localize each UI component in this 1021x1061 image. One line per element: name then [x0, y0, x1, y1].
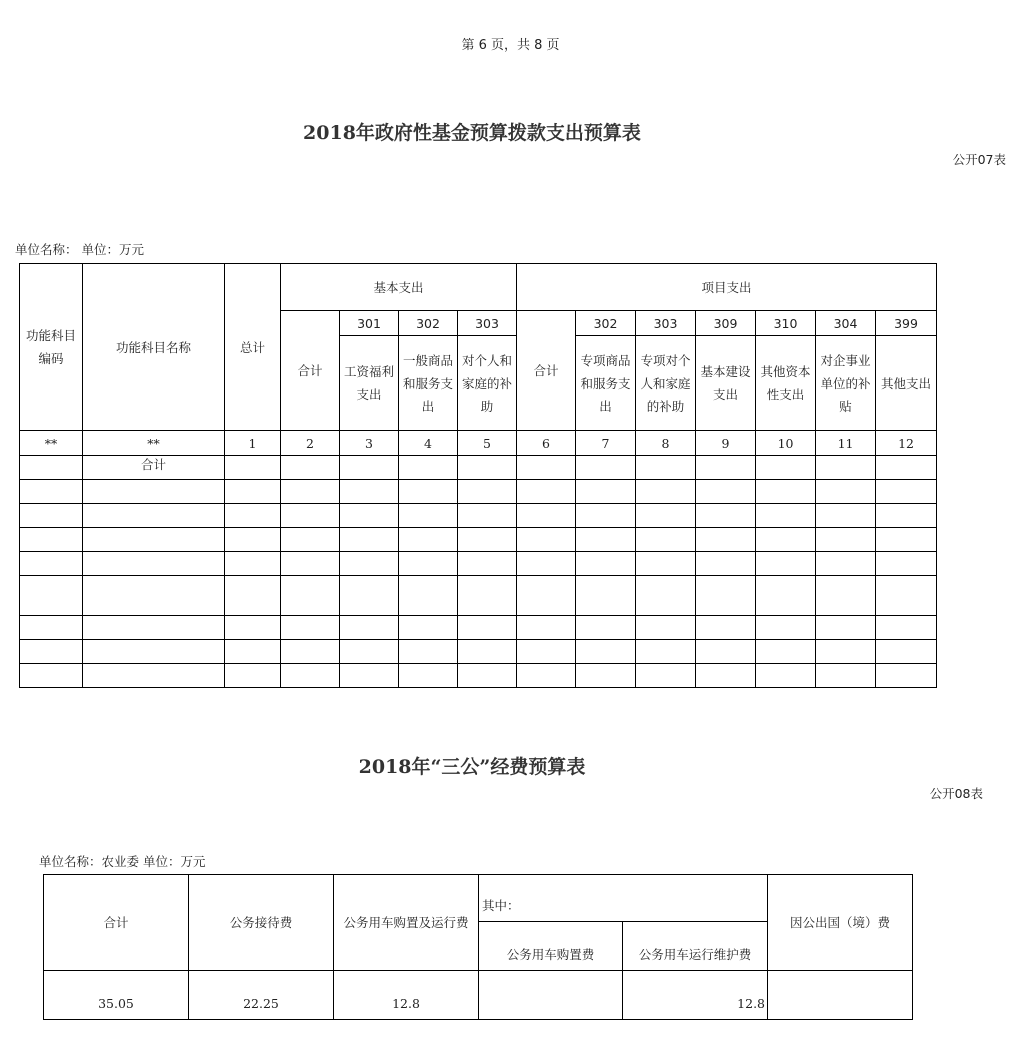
table-cell	[281, 528, 340, 552]
basic-code-303: 303	[458, 311, 517, 336]
table-cell	[281, 504, 340, 528]
table-cell	[517, 552, 576, 576]
table-cell	[83, 640, 225, 664]
empty-rows	[20, 480, 937, 688]
table-cell	[636, 616, 696, 640]
header-total: 合计	[44, 875, 189, 971]
table-cell	[756, 576, 816, 616]
project-code-304: 304	[816, 311, 876, 336]
table-cell	[458, 480, 517, 504]
table1-code: 公开07表	[952, 152, 1006, 167]
table-row	[20, 552, 937, 576]
header-function-name: 功能科目名称	[83, 264, 225, 431]
header-vehicle-maintenance: 公务用车运行维护费	[623, 922, 768, 971]
table-cell	[876, 664, 937, 688]
index-cell: 8	[636, 431, 696, 456]
table-cell	[876, 640, 937, 664]
table-cell	[876, 480, 937, 504]
table-cell	[399, 616, 458, 640]
header-of-which: 其中：	[479, 875, 768, 922]
value-vehicle: 12.8	[334, 971, 479, 1020]
table-cell	[576, 456, 636, 480]
table-cell	[816, 616, 876, 640]
index-cell: 1	[225, 431, 281, 456]
table-cell	[756, 616, 816, 640]
table-cell	[225, 504, 281, 528]
project-name-goods-services: 专项商品和服务支出	[576, 336, 636, 431]
table-cell	[576, 576, 636, 616]
table-cell	[816, 528, 876, 552]
table-cell	[517, 480, 576, 504]
table-cell	[696, 552, 756, 576]
table-cell	[458, 640, 517, 664]
header-project-expenditure: 项目支出	[517, 264, 937, 311]
table-cell	[636, 504, 696, 528]
table-cell	[458, 616, 517, 640]
table1-title: 2018年政府性基金预算拨款支出预算表	[303, 122, 641, 144]
table-cell	[340, 480, 399, 504]
table-cell	[756, 640, 816, 664]
table-cell	[225, 528, 281, 552]
table-cell	[399, 504, 458, 528]
project-code-302: 302	[576, 311, 636, 336]
budget-table-07	[19, 263, 937, 688]
table-cell	[225, 576, 281, 616]
total-row	[20, 456, 937, 480]
table-cell	[517, 576, 576, 616]
table-cell	[83, 664, 225, 688]
table-cell	[281, 576, 340, 616]
table-cell	[816, 456, 876, 480]
table-cell	[340, 456, 399, 480]
table-cell	[83, 528, 225, 552]
basic-name-salary: 工资福利支出	[340, 336, 399, 431]
table-cell	[756, 664, 816, 688]
table-cell	[816, 552, 876, 576]
table-cell	[517, 616, 576, 640]
table-cell	[83, 480, 225, 504]
table-cell	[816, 504, 876, 528]
index-cell: 12	[876, 431, 937, 456]
table-cell	[636, 552, 696, 576]
table-cell	[696, 480, 756, 504]
table-cell	[756, 528, 816, 552]
table-cell	[399, 480, 458, 504]
project-name-other-capital: 其他资本性支出	[756, 336, 816, 431]
table-cell	[576, 528, 636, 552]
table-row	[20, 664, 937, 688]
table-cell	[876, 616, 937, 640]
index-cell: 10	[756, 431, 816, 456]
table-cell	[281, 616, 340, 640]
table-cell	[340, 504, 399, 528]
table-cell	[83, 504, 225, 528]
header-project-sum: 合计	[517, 311, 576, 431]
table2-code: 公开08表	[929, 786, 983, 801]
table-cell	[399, 456, 458, 480]
table-cell	[340, 576, 399, 616]
table-cell	[517, 504, 576, 528]
project-code-399: 399	[876, 311, 937, 336]
table-cell	[816, 576, 876, 616]
table-cell	[281, 552, 340, 576]
table-cell	[340, 640, 399, 664]
table-cell	[756, 504, 816, 528]
header-basic-sum: 合计	[281, 311, 340, 431]
table-cell	[399, 528, 458, 552]
project-name-capital-construction: 基本建设支出	[696, 336, 756, 431]
table-row	[20, 616, 937, 640]
table-cell	[83, 576, 225, 616]
table-cell	[756, 456, 816, 480]
basic-code-302: 302	[399, 311, 458, 336]
project-code-303: 303	[636, 311, 696, 336]
value-abroad	[768, 971, 913, 1020]
table-cell	[340, 552, 399, 576]
project-name-other: 其他支出	[876, 336, 937, 431]
table-cell	[225, 616, 281, 640]
table-cell	[83, 552, 225, 576]
table-cell	[576, 504, 636, 528]
table2-title: 2018年“三公”经费预算表	[358, 756, 586, 778]
page-number: 第 6 页，共 8 页	[461, 38, 560, 53]
header-function-code: 功能科目编码	[20, 264, 83, 431]
table-cell	[576, 640, 636, 664]
table-cell	[876, 456, 937, 480]
table-cell	[696, 576, 756, 616]
table-cell	[816, 480, 876, 504]
value-reception: 22.25	[189, 971, 334, 1020]
project-name-household-subsidy: 专项对个人和家庭的补助	[636, 336, 696, 431]
table-cell	[696, 528, 756, 552]
index-cell: **	[83, 431, 225, 456]
table-cell	[517, 528, 576, 552]
table-cell	[458, 552, 517, 576]
table-cell	[576, 616, 636, 640]
table-cell	[576, 480, 636, 504]
table-cell	[876, 504, 937, 528]
table-cell	[340, 528, 399, 552]
header-abroad: 因公出国（境）费	[768, 875, 913, 971]
total-row-label: 合计	[83, 456, 225, 480]
table-cell	[576, 664, 636, 688]
table-row	[20, 576, 937, 616]
table-cell	[636, 528, 696, 552]
table-cell	[756, 480, 816, 504]
table-cell	[458, 664, 517, 688]
table-cell	[20, 576, 83, 616]
table-cell	[458, 504, 517, 528]
table-cell	[517, 456, 576, 480]
table-cell	[816, 664, 876, 688]
table-cell	[20, 480, 83, 504]
table-cell	[399, 552, 458, 576]
index-row	[20, 431, 937, 456]
table-cell	[281, 640, 340, 664]
table-row	[20, 528, 937, 552]
table-cell	[399, 664, 458, 688]
table-cell	[225, 456, 281, 480]
table-cell	[876, 576, 937, 616]
table-cell	[225, 640, 281, 664]
table-cell	[20, 528, 83, 552]
table-cell	[83, 616, 225, 640]
table-cell	[20, 456, 83, 480]
project-code-310: 310	[756, 311, 816, 336]
table-cell	[756, 552, 816, 576]
header-basic-expenditure: 基本支出	[281, 264, 517, 311]
basic-name-household-subsidy: 对个人和家庭的补助	[458, 336, 517, 431]
index-cell: 4	[399, 431, 458, 456]
table-cell	[340, 664, 399, 688]
table-cell	[399, 576, 458, 616]
table2-unit-line: 单位名称：农业委 单位：万元	[39, 854, 206, 869]
table-cell	[20, 504, 83, 528]
table-row	[20, 504, 937, 528]
table-cell	[636, 640, 696, 664]
table-cell	[20, 552, 83, 576]
index-cell: 2	[281, 431, 340, 456]
header-vehicle: 公务用车购置及运行费	[334, 875, 479, 971]
table-cell	[399, 640, 458, 664]
table-cell	[876, 528, 937, 552]
table-cell	[458, 576, 517, 616]
header-vehicle-purchase: 公务用车购置费	[479, 922, 623, 971]
header-total: 总计	[225, 264, 281, 431]
table-cell	[225, 480, 281, 504]
table-cell	[458, 456, 517, 480]
table-cell	[636, 576, 696, 616]
table-cell	[636, 456, 696, 480]
table-row	[20, 640, 937, 664]
value-vehicle-maintenance: 12.8	[623, 971, 768, 1020]
index-cell: 6	[517, 431, 576, 456]
index-cell: 11	[816, 431, 876, 456]
table-cell	[340, 616, 399, 640]
table-cell	[636, 480, 696, 504]
table1-unit-line: 单位名称： 单位：万元	[15, 242, 144, 257]
index-cell: 7	[576, 431, 636, 456]
three-public-expenses-table	[43, 874, 913, 1020]
table-cell	[636, 664, 696, 688]
value-total: 35.05	[44, 971, 189, 1020]
table-cell	[816, 640, 876, 664]
index-cell: 5	[458, 431, 517, 456]
basic-name-goods-services: 一般商品和服务支出	[399, 336, 458, 431]
table-cell	[696, 616, 756, 640]
index-cell: 3	[340, 431, 399, 456]
table-cell	[281, 456, 340, 480]
value-vehicle-purchase	[479, 971, 623, 1020]
table-cell	[696, 456, 756, 480]
table-cell	[20, 640, 83, 664]
table-cell	[517, 664, 576, 688]
table-cell	[281, 664, 340, 688]
header-reception: 公务接待费	[189, 875, 334, 971]
table-cell	[20, 616, 83, 640]
table-cell	[696, 504, 756, 528]
table-cell	[576, 552, 636, 576]
basic-code-301: 301	[340, 311, 399, 336]
values-row	[44, 971, 913, 1020]
table-cell	[696, 640, 756, 664]
table-cell	[281, 480, 340, 504]
index-cell: **	[20, 431, 83, 456]
table-row	[20, 480, 937, 504]
table-cell	[225, 552, 281, 576]
table-cell	[696, 664, 756, 688]
index-cell: 9	[696, 431, 756, 456]
table-cell	[458, 528, 517, 552]
project-name-enterprise-subsidy: 对企事业单位的补贴	[816, 336, 876, 431]
table-cell	[20, 664, 83, 688]
table-cell	[876, 552, 937, 576]
project-code-309: 309	[696, 311, 756, 336]
table-cell	[517, 640, 576, 664]
table-cell	[225, 664, 281, 688]
